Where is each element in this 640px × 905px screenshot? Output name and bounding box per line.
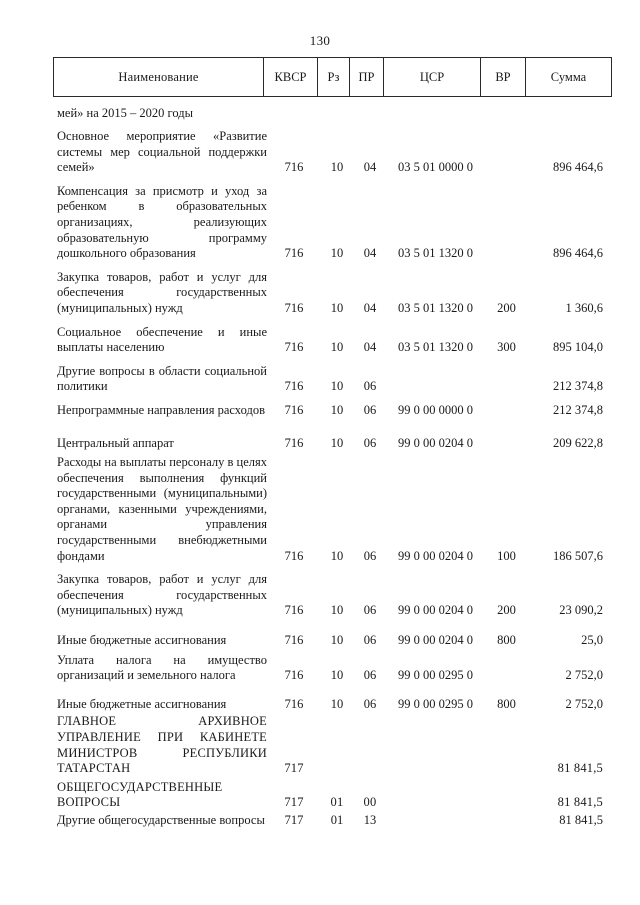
row-pr: 13 [363,812,377,827]
row-rz: 01 [330,795,344,810]
row-pr: 06 [363,633,377,648]
row-csr: 99 0 00 0295 0 [398,668,473,683]
row-pr: 04 [363,160,377,175]
row-kvsr: 717 [284,795,304,810]
table-row [57,697,611,713]
table-header [53,57,612,97]
row-name: Социальное обеспечение и иные выплаты населению [57,324,267,355]
row-rz: 01 [330,812,344,827]
row-sum: 25,0 [581,633,603,648]
table-row [57,714,611,776]
row-name: ГЛАВНОЕ АРХИВНОЕ УПРАВЛЕНИЕ ПРИ КАБИНЕТЕ МИНИСТРОВ РЕСПУБЛИКИ ТАТАРСТАН [57,714,267,776]
row-csr: 03 5 01 0000 0 [398,160,473,175]
row-kvsr: 716 [284,696,304,711]
row-sum: 896 464,6 [553,246,603,261]
table-row [57,436,611,452]
row-vr: 800 [497,696,516,711]
row-rz: 10 [330,633,344,648]
row-csr: 99 0 00 0204 0 [398,633,473,648]
row-kvsr: 717 [284,812,304,827]
row-pr: 06 [363,668,377,683]
row-rz: 10 [330,696,344,711]
row-kvsr: 716 [284,340,304,355]
row-name: Непрограммные направления расходов [57,402,265,417]
row-pr: 00 [363,795,377,810]
row-kvsr: 716 [284,379,304,394]
row-kvsr: 716 [284,603,304,618]
row-rz: 10 [330,340,344,355]
row-sum: 896 464,6 [553,160,603,175]
row-name: Иные бюджетные ассигнования [57,633,227,648]
row-kvsr: 716 [284,548,304,563]
row-csr: 99 0 00 0204 0 [398,603,473,618]
row-sum: 895 104,0 [553,340,603,355]
row-name: Другие общегосударственные вопросы [57,812,265,827]
row-vr: 200 [497,603,516,618]
row-csr: 03 5 01 1320 0 [398,340,473,355]
row-csr: 99 0 00 0295 0 [398,696,473,711]
header-name: Наименование [54,58,264,97]
table-row [57,129,611,176]
row-vr: 800 [497,633,516,648]
continuation-text: мей» на 2015 – 2020 годы [57,106,193,120]
table-row [57,633,611,649]
row-sum: 81 841,5 [559,812,603,827]
table-row [57,455,611,564]
row-sum: 186 507,6 [553,548,603,563]
row-kvsr: 716 [284,435,304,450]
header-kvsr: КВСР [264,58,318,97]
budget-table-body [57,129,611,829]
row-name: Расходы на выплаты персоналу в целях обеспечения выполнения функций государственными (муниципальными) органами, казенными учреждениями, органами управления государственными внебюджетными фондами [57,455,267,563]
header-rz: Рз [318,58,350,97]
row-kvsr: 716 [284,633,304,648]
row-sum: 1 360,6 [565,300,603,315]
row-pr: 06 [363,379,377,394]
row-rz: 10 [330,668,344,683]
row-kvsr: 717 [284,761,304,776]
row-name: Закупка товаров, работ и услуг для обеспечения государственных (муниципальных) нужд [57,269,267,315]
row-csr: 99 0 00 0204 0 [398,548,473,563]
row-csr: 03 5 01 1320 0 [398,246,473,261]
row-csr: 99 0 00 0000 0 [398,402,473,417]
row-sum: 2 752,0 [565,668,603,683]
row-pr: 06 [363,548,377,563]
header-pr: ПР [350,58,384,97]
row-name: Основное мероприятие «Развитие системы мер социальной поддержки семей» [57,129,267,175]
row-vr: 200 [497,300,516,315]
page-number: 130 [309,33,331,48]
row-name: Уплата налога на имущество организаций и земельного налога [57,652,267,683]
row-pr: 04 [363,340,377,355]
row-rz: 10 [330,603,344,618]
row-csr: 99 0 00 0204 0 [398,435,473,450]
table-row [57,403,611,419]
row-sum: 209 622,8 [553,435,603,450]
row-csr: 03 5 01 1320 0 [398,300,473,315]
row-name: Компенсация за присмотр и уход за ребенком в образовательных организациях, реализующих образовательную программу дошкольного образования [57,183,267,261]
table-row [57,813,611,829]
row-sum: 212 374,8 [553,379,603,394]
row-rz: 10 [330,379,344,394]
row-rz: 10 [330,402,344,417]
row-rz: 10 [330,246,344,261]
row-rz: 10 [330,548,344,563]
row-sum: 81 841,5 [557,761,603,776]
row-pr: 04 [363,300,377,315]
header-vr: ВР [481,58,526,97]
table-row [57,184,611,262]
header-sum: Сумма [526,58,612,97]
row-vr: 100 [497,548,516,563]
row-name: ОБЩЕГОСУДАРСТВЕННЫЕ ВОПРОСЫ [57,779,223,810]
row-sum: 23 090,2 [559,603,603,618]
row-name: Центральный аппарат [57,435,174,450]
row-rz: 10 [330,300,344,315]
row-pr: 06 [363,696,377,711]
row-name: Закупка товаров, работ и услуг для обеспечения государственных (муниципальных) нужд [57,572,267,618]
table-row [57,780,611,811]
table-row [57,270,611,317]
table-row [57,572,611,619]
row-kvsr: 716 [284,402,304,417]
table-row [57,364,611,395]
row-pr: 06 [363,435,377,450]
row-kvsr: 716 [284,300,304,315]
header-csr: ЦСР [384,58,481,97]
row-sum: 212 374,8 [553,402,603,417]
row-kvsr: 716 [284,160,304,175]
row-pr: 04 [363,246,377,261]
row-kvsr: 716 [284,246,304,261]
row-rz: 10 [330,160,344,175]
row-vr: 300 [497,340,516,355]
row-pr: 06 [363,603,377,618]
row-rz: 10 [330,435,344,450]
row-kvsr: 716 [284,668,304,683]
row-sum: 81 841,5 [557,795,603,810]
table-row [57,653,611,684]
row-name: Другие вопросы в области социальной политики [57,363,267,394]
row-name: Иные бюджетные ассигнования [57,696,227,711]
row-pr: 06 [363,402,377,417]
row-sum: 2 752,0 [565,696,603,711]
table-row [57,325,611,356]
